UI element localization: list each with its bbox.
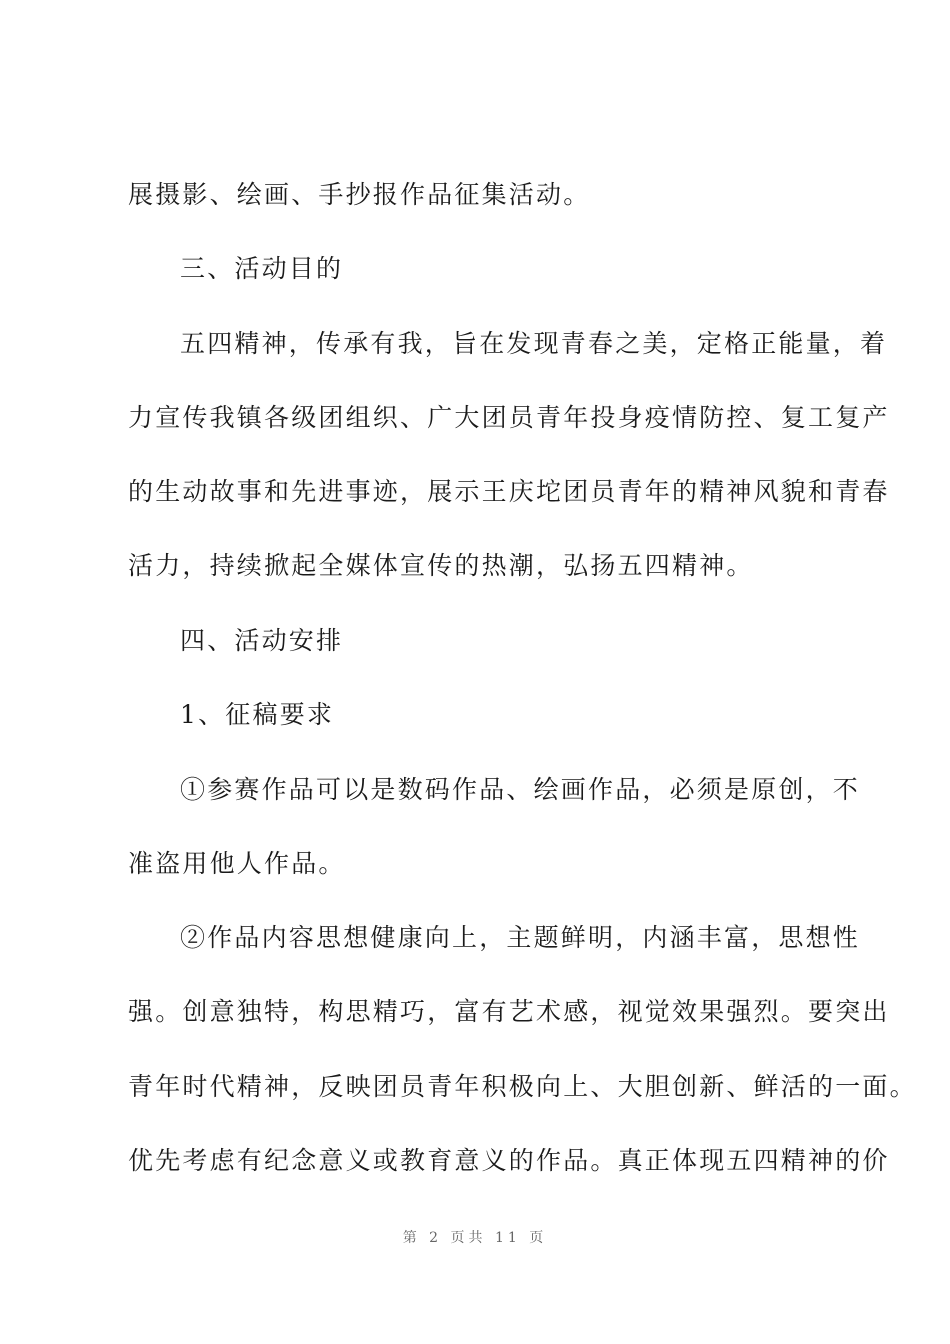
paragraph-line: 的生动故事和先进事迹，展示王庆坨团员青年的精神风貌和青春 — [128, 477, 890, 506]
paragraph-line: 活力，持续掀起全媒体宣传的热潮，弘扬五四精神。 — [128, 551, 754, 580]
paragraph-line: 强。创意独特，构思精巧，富有艺术感，视觉效果强烈。要突出 — [128, 997, 890, 1026]
paragraph-line: 力宣传我镇各级团组织、广大团员青年投身疫情防控、复工复产 — [128, 403, 890, 432]
paragraph-line: 五四精神，传承有我，旨在发现青春之美，定格正能量，着 — [180, 329, 888, 358]
page-number-footer: 第 2 页共 11 页 — [402, 1230, 548, 1246]
paragraph-line: 优先考虑有纪念意义或教育意义的作品。真正体现五四精神的价 — [128, 1146, 890, 1175]
paragraph-line: 准盗用他人作品。 — [128, 849, 346, 878]
paragraph-line: ①参赛作品可以是数码作品、绘画作品，必须是原创，不 — [180, 775, 861, 804]
paragraph-line: 青年时代精神，反映团员青年积极向上、大胆创新、鲜活的一面。 — [128, 1072, 917, 1101]
section-heading-purpose: 三、活动目的 — [180, 254, 344, 283]
paragraph-line: ②作品内容思想健康向上，主题鲜明，内涵丰富，思想性 — [180, 923, 861, 952]
paragraph-line: 展摄影、绘画、手抄报作品征集活动。 — [128, 180, 591, 209]
section-heading-schedule: 四、活动安排 — [180, 626, 344, 655]
subsection-heading-requirements: 1、征稿要求 — [180, 700, 335, 729]
